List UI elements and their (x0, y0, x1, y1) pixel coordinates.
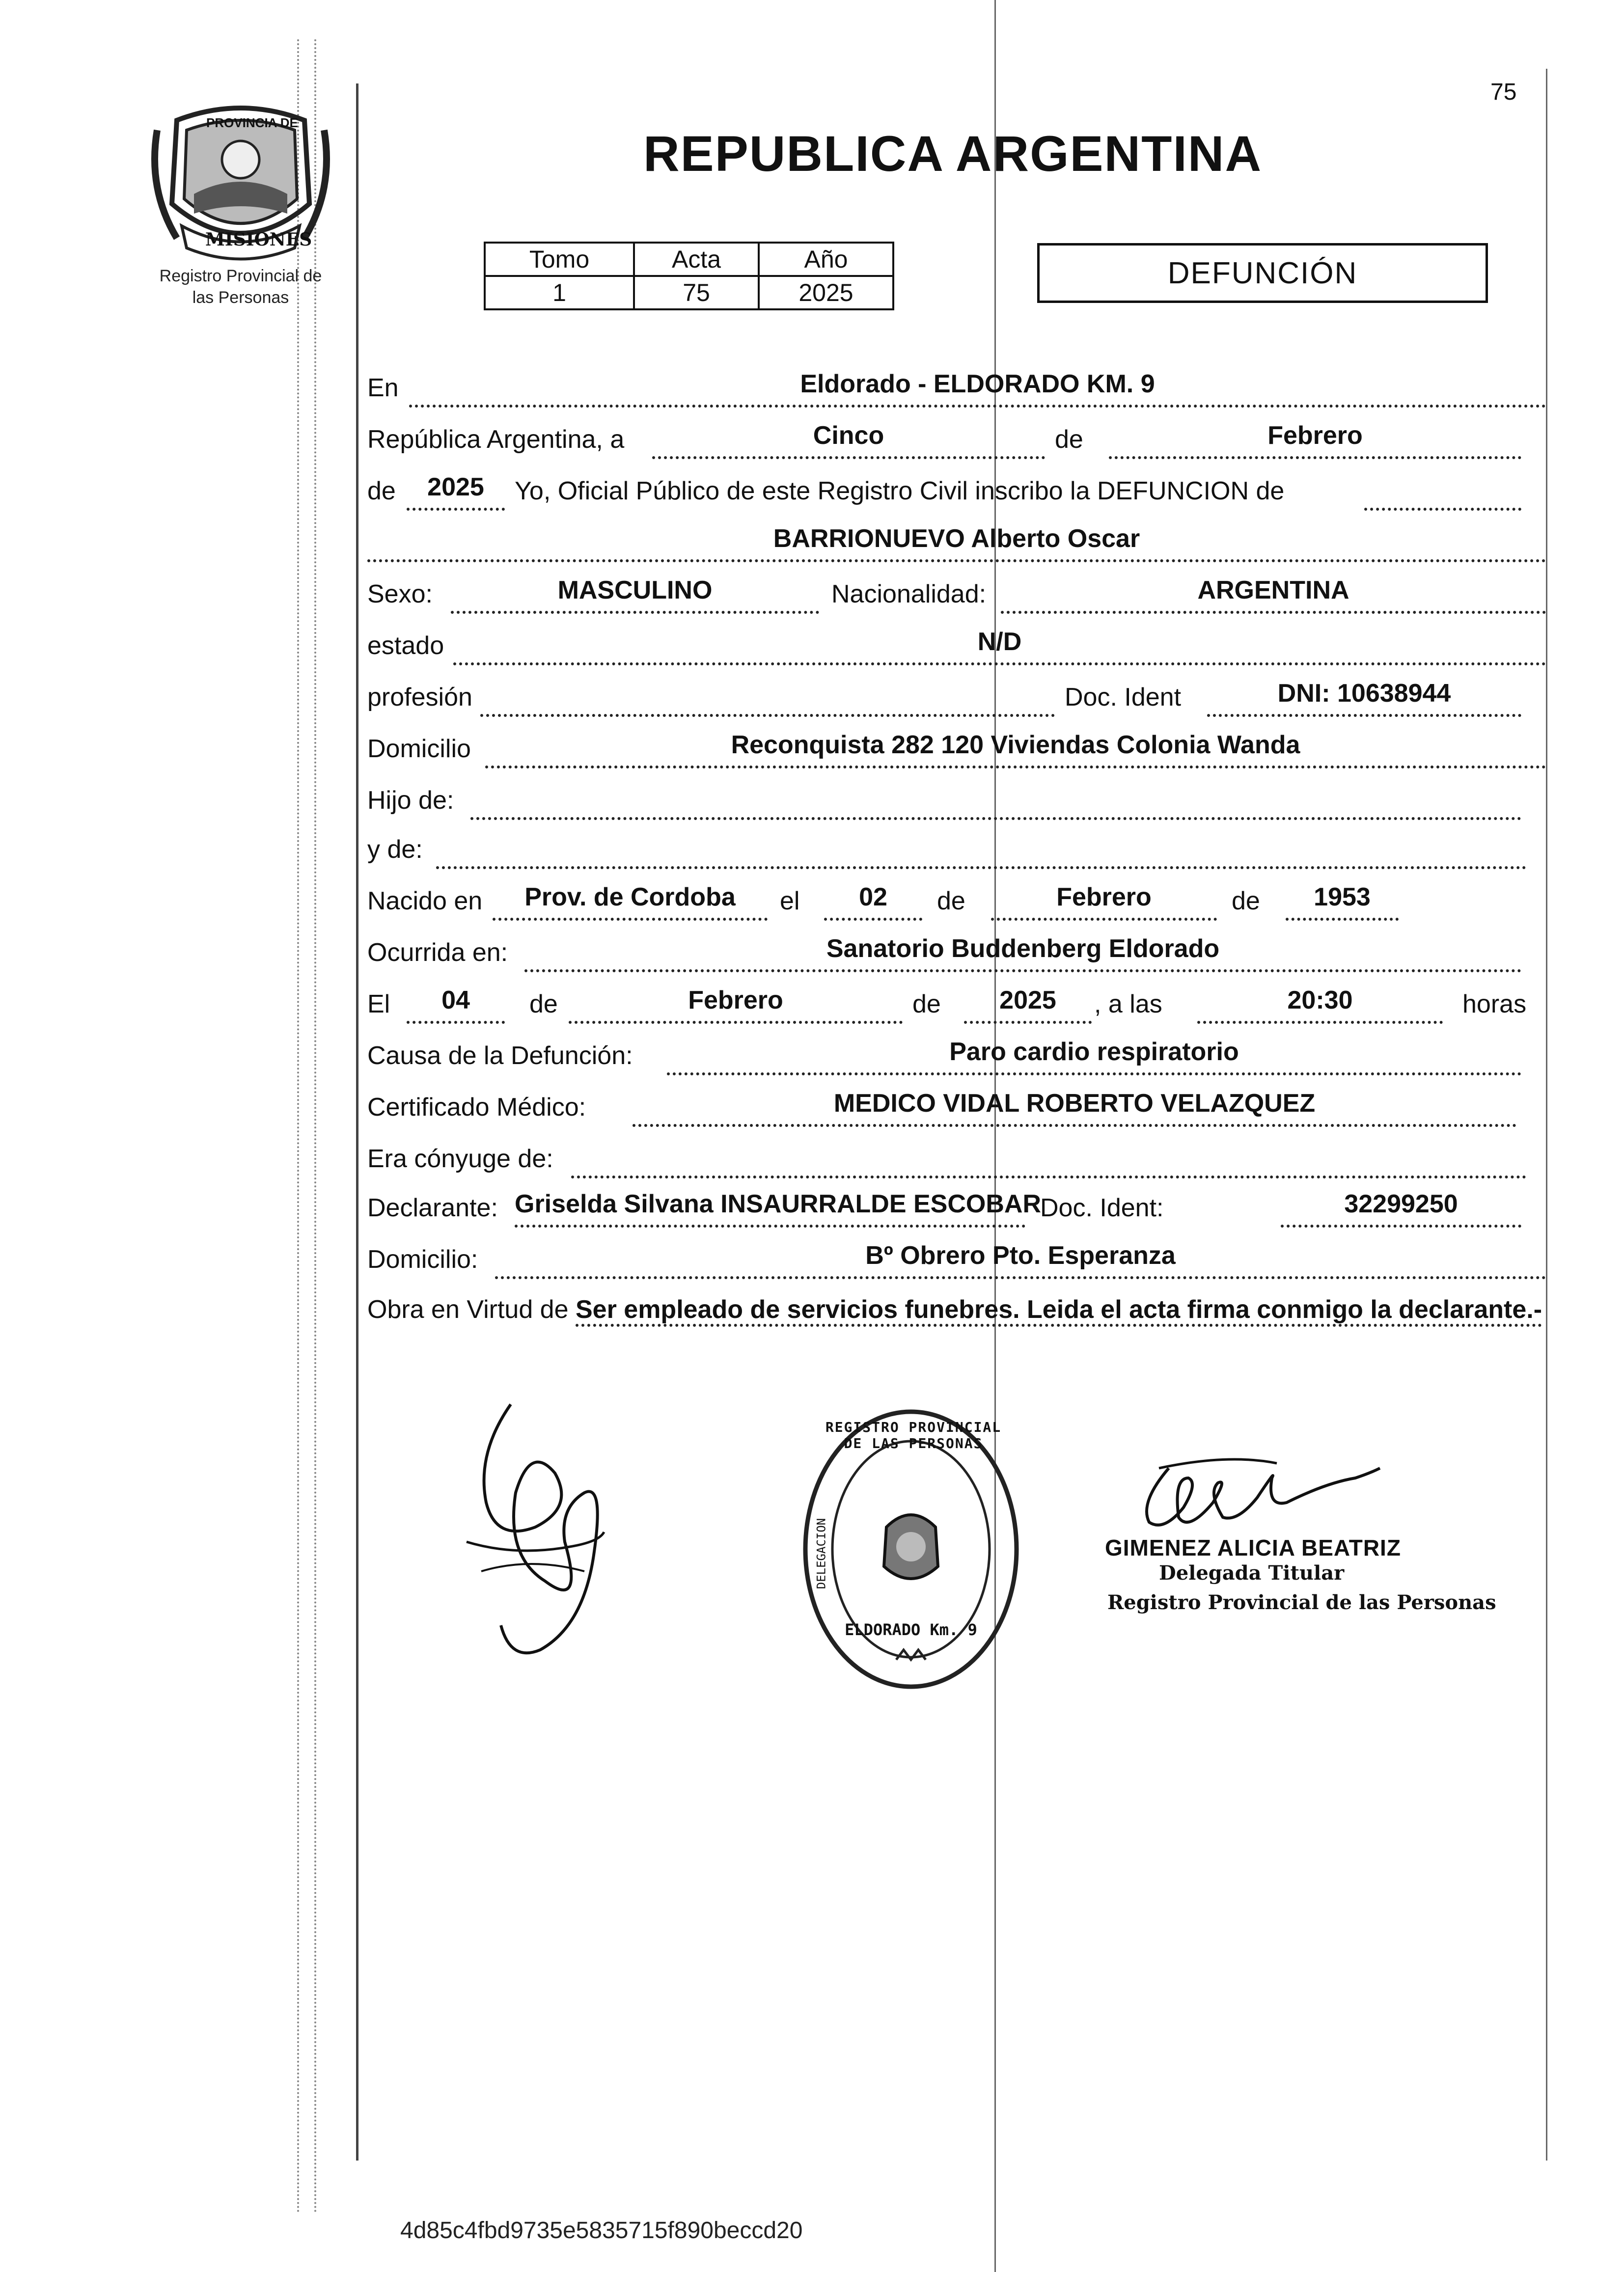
doc-label: Doc. Ident (1065, 683, 1182, 712)
official-org: Registro Provincial de las Personas (1107, 1591, 1496, 1614)
en-value: Eldorado - ELDORADO KM. 9 (409, 368, 1546, 408)
dia-value: Cinco (652, 420, 1045, 459)
anio-inscripcion-value: 2025 (407, 471, 505, 511)
de-label-3: de (937, 887, 965, 915)
declarante-value: Griselda Silvana INSAURRALDE ESCOBAR (515, 1188, 1025, 1228)
profesion-value (480, 678, 1055, 717)
declarante-signature (457, 1395, 614, 1670)
domicilio2-value: Bº Obrero Pto. Esperanza (495, 1240, 1546, 1279)
crest-caption-line1: Registro Provincial de (159, 267, 322, 285)
yde-label: y de: (367, 835, 423, 864)
row-fecha-inscripcion (367, 420, 1546, 459)
nac-anio-value: 1953 (1286, 881, 1399, 921)
row-declarante (367, 1188, 1546, 1228)
hijo-label: Hijo de: (367, 786, 454, 815)
stamp-inner-text: ELDORADO Km. 9 (845, 1620, 977, 1639)
official-name: GIMENEZ ALICIA BEATRIZ (1105, 1535, 1401, 1560)
row-ocurrida (367, 933, 1546, 972)
fallecido-nombre: BARRIONUEVO Alberto Oscar (367, 523, 1546, 562)
row-certificado (367, 1088, 1546, 1127)
fold-line (994, 0, 996, 2272)
de-label-1: de (1055, 425, 1083, 454)
row-oficial (367, 471, 1546, 511)
perforation-line (314, 39, 316, 2215)
page-title: REPUBLICA ARGENTINA (643, 126, 1263, 182)
row-estado (367, 626, 1546, 665)
en-label: En (367, 374, 399, 402)
estado-label: estado (367, 631, 444, 660)
row-hijo (367, 781, 1546, 820)
el-label: el (780, 887, 800, 915)
conyuge-value (571, 1139, 1526, 1178)
document-hash: 4d85c4fbd9735e5835715f890beccd20 (400, 2217, 803, 2244)
page-number: 75 (1490, 79, 1517, 105)
crest-text-bottom: MISIONES (205, 229, 312, 250)
profesion-label: profesión (367, 683, 472, 712)
anio-header: Año (759, 243, 893, 276)
hijo-value (470, 781, 1521, 820)
obra-value: Ser empleado de servicios funebres. Leida el acta firma conmigo la declarante.- (576, 1295, 1542, 1327)
horas-label: horas (1462, 990, 1527, 1018)
right-border-line (1546, 69, 1547, 2161)
sexo-label: Sexo: (367, 580, 433, 608)
reference-table (484, 242, 894, 310)
crest-caption-line2: las Personas (192, 288, 289, 307)
tomo-value: 1 (485, 276, 634, 309)
row-causa (367, 1036, 1546, 1075)
row-fecha-defuncion (367, 985, 1546, 1024)
ocurrida-value: Sanatorio Buddenberg Eldorado (524, 933, 1521, 972)
row-profesion (367, 678, 1546, 717)
domicilio-label: Domicilio (367, 735, 471, 763)
stamp-left-text: DELEGACION (814, 1518, 828, 1589)
domicilio-value: Reconquista 282 120 Viviendas Colonia Wanda (485, 729, 1546, 768)
yde-value (436, 830, 1526, 869)
declarante-label: Declarante: (367, 1194, 498, 1222)
el2-label: El (367, 990, 390, 1018)
certificado-label: Certificado Médico: (367, 1093, 586, 1122)
ocurrida-label: Ocurrida en: (367, 938, 508, 967)
row-domicilio (367, 729, 1546, 768)
oficial-blank (1364, 471, 1521, 511)
estado-value: N/D (453, 626, 1546, 665)
official-role: Delegada Titular (1159, 1561, 1345, 1585)
obra-en-virtud (367, 1289, 1546, 1330)
crest-text-top: PROVINCIA DE (206, 115, 298, 130)
nacido-en-value: Prov. de Cordoba (493, 881, 768, 921)
province-crest (147, 101, 334, 263)
nac-dia-value: 02 (824, 881, 922, 921)
official-stamp (798, 1404, 1024, 1694)
acta-value: 75 (634, 276, 759, 309)
doc2-label: Doc. Ident: (1040, 1194, 1164, 1222)
de-label-4: de (1232, 887, 1260, 915)
row-yde (367, 830, 1546, 869)
de-label-2: de (367, 477, 396, 505)
perforation-line (297, 39, 299, 2215)
sexo-value: MASCULINO (451, 575, 819, 614)
causa-label: Causa de la Defunción: (367, 1041, 633, 1070)
row-domicilio-declarante (367, 1240, 1546, 1279)
nac-mes-value: Febrero (991, 881, 1217, 921)
alas-label: , a las (1094, 990, 1162, 1018)
def-dia-value: 04 (407, 985, 505, 1024)
oficial-text: Yo, Oficial Público de este Registro Civil inscribo la DEFUNCION de (515, 477, 1285, 505)
row-en (367, 368, 1546, 408)
acta-header: Acta (634, 243, 759, 276)
nacido-label: Nacido en (367, 887, 483, 915)
stamp-outer-text: REGISTRO PROVINCIAL DE LAS PERSONAS (825, 1419, 1002, 1451)
left-border-line (356, 83, 358, 2161)
def-anio-value: 2025 (964, 985, 1092, 1024)
anio-value: 2025 (759, 276, 893, 309)
row-sexo (367, 575, 1546, 614)
crest-caption (113, 265, 368, 308)
domicilio2-label: Domicilio: (367, 1245, 478, 1274)
record-type-box: DEFUNCIÓN (1037, 243, 1488, 303)
nacionalidad-label: Nacionalidad: (831, 580, 987, 608)
official-signature (1129, 1449, 1385, 1537)
doc2-value: 32299250 (1281, 1188, 1521, 1228)
conyuge-label: Era cónyuge de: (367, 1145, 553, 1173)
de-label-5: de (529, 990, 558, 1018)
tomo-header: Tomo (485, 243, 634, 276)
certificado-value: MEDICO VIDAL ROBERTO VELAZQUEZ (633, 1088, 1516, 1127)
republica-label: República Argentina, a (367, 425, 625, 454)
obra-label: Obra en Virtud de (367, 1295, 569, 1324)
mes-value: Febrero (1109, 420, 1521, 459)
doc-value: DNI: 10638944 (1207, 678, 1521, 717)
row-nacimiento (367, 881, 1546, 921)
de-label-6: de (912, 990, 941, 1018)
nacionalidad-value: ARGENTINA (1001, 575, 1546, 614)
causa-value: Paro cardio respiratorio (667, 1036, 1521, 1075)
hora-value: 20:30 (1197, 985, 1443, 1024)
row-conyuge (367, 1139, 1546, 1178)
def-mes-value: Febrero (569, 985, 903, 1024)
row-nombre (367, 523, 1546, 562)
